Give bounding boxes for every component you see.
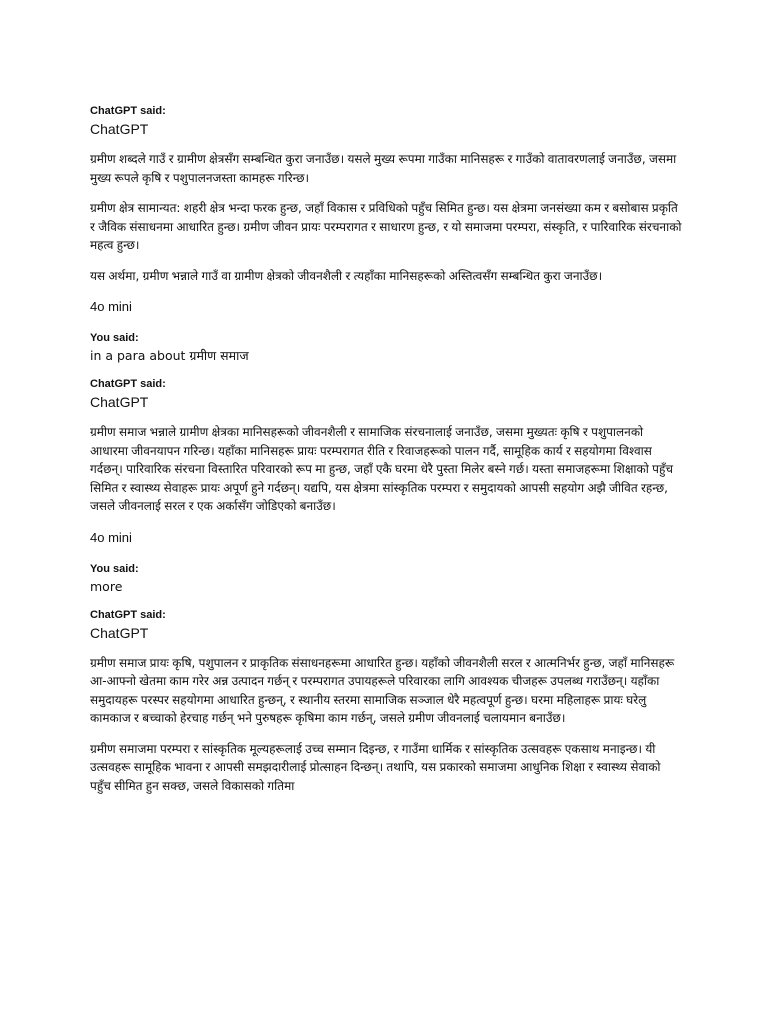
conversation-transcript — [90, 104, 682, 795]
speaker-label: You said: — [90, 562, 139, 575]
user-message-text: more — [90, 578, 123, 594]
model-label: 4o mini — [90, 529, 132, 545]
model-label: 4o mini — [90, 299, 132, 314]
message-paragraph: यस अर्थमा, ग्रमीण भन्नाले गाउँ वा ग्रामीण क्षेत्रको जीवनशैली र त्यहाँका मानिसहरूको अस्तित्वसँग सम्बन्धित कुरा जनाउँछ। — [90, 268, 603, 283]
assistant-message-1 — [90, 104, 682, 315]
message-paragraph: ग्रमीण समाज प्रायः कृषि, पशुपालन र प्राकृतिक संसाधनहरूमा आधारित हुन्छ। यहाँको जीवनशैली सरल र आत्मनिर्भर हुन्छ, जहाँ मानिसहरू आ-आफ्नो खेतमा काम गरेर अन्न उत्पादन गर्छन् र परम्परागत उपायहरूले परिवारका लागि आवश्यक चीजहरू उपलब्ध गराउँछन्। यहाँका समुदायहरू परस्पर सहयोगमा आधारित हुन्छन्, र स्थानीय स्तरमा सामाजिक सञ्जाल धेरै महत्वपूर्ण हुन्छ। घरमा महिलाहरू प्रायः घरेलु कामकाज र बच्चाको हेरचाह गर्छन् भने पुरुषहरू कृषिमा काम गर्छन्, जसले ग्रमीण जीवनलाई चलायमान बनाउँछ। — [90, 655, 675, 725]
user-message-text: in a para about ग्रमीण समाज — [90, 348, 249, 363]
assistant-name: ChatGPT — [90, 121, 149, 137]
assistant-name: ChatGPT — [90, 394, 149, 410]
assistant-message-3 — [90, 608, 682, 796]
assistant-message-2 — [90, 377, 682, 546]
speaker-label: You said: — [90, 332, 139, 344]
user-message-1 — [90, 331, 682, 365]
message-paragraph: ग्रमीण समाज भन्नाले ग्रामीण क्षेत्रका मानिसहरूको जीवनशैली र सामाजिक संरचनालाई जनाउँछ, जसमा मुख्यतः कृषि र पशुपालनको आधारमा जीवनयापन गरिन्छ। यहाँका मानिसहरू प्रायः परम्परागत रीति र रिवाजहरूको पालन गर्दै, सामूहिक कार्य र सहयोगमा विश्वास गर्दछन्। पारिवारिक संरचना विस्तारित परिवारको रूप मा हुन्छ, जहाँ एकै घरमा धेरै पुस्ता मिलेर बस्ने गर्छ। यस्ता समाजहरूमा शिक्षाको पहुँच सिमित र स्वास्थ्य सेवाहरू प्रायः अपूर्ण हुने गर्दछन्। यद्यपि, यस क्षेत्रमा सांस्कृतिक परम्परा र समुदायको आपसी सहयोग अझै जीवित रहन्छ, जसले जीवनलाई सरल र एक अर्कासँग जोडिएको बनाउँछ। — [90, 425, 673, 513]
speaker-label: ChatGPT said: — [90, 608, 166, 621]
assistant-name: ChatGPT — [90, 624, 149, 641]
speaker-label: ChatGPT said: — [90, 378, 166, 390]
message-paragraph: ग्रमीण शब्दले गाउँ र ग्रामीण क्षेत्रसँग सम्बन्धित कुरा जनाउँछ। यसले मुख्य रूपमा गाउँका मानिसहरू र गाउँको वातावरणलाई जनाउँछ, जसमा मुख्य रूपले कृषि र पशुपालनजस्ता कामहरू गरिन्छ। — [90, 152, 677, 185]
message-paragraph: ग्रमीण क्षेत्र सामान्यत: शहरी क्षेत्र भन्दा फरक हुन्छ, जहाँ विकास र प्रविधिको पहुँच सिमित हुन्छ। यस क्षेत्रमा जनसंख्या कम र बसोबास प्रकृति र जैविक संसाधनमा आधारित हुन्छ। ग्रमीण जीवन प्रायः परम्परागत र साधारण हुन्छ, र यो समाजमा परम्परा, संस्कृति, र पारिवारिक संरचनाको महत्व हुन्छ। — [90, 201, 682, 252]
message-paragraph: ग्रमीण समाजमा परम्परा र सांस्कृतिक मूल्यहरूलाई उच्च सम्मान दिइन्छ, र गाउँमा धार्मिक र सांस्कृतिक उत्सवहरू एकसाथ मनाइन्छ। यी उत्सवहरू सामूहिक भावना र आपसी समझदारीलाई प्रोत्साहन दिन्छन्। तथापि, यस प्रकारको समाजमा आधुनिक शिक्षा र स्वास्थ्य सेवाको पहुँच सीमित हुन सक्छ, जसले विकासको गतिमा — [90, 741, 661, 793]
user-message-2 — [90, 562, 682, 596]
speaker-label: ChatGPT said: — [90, 105, 166, 117]
